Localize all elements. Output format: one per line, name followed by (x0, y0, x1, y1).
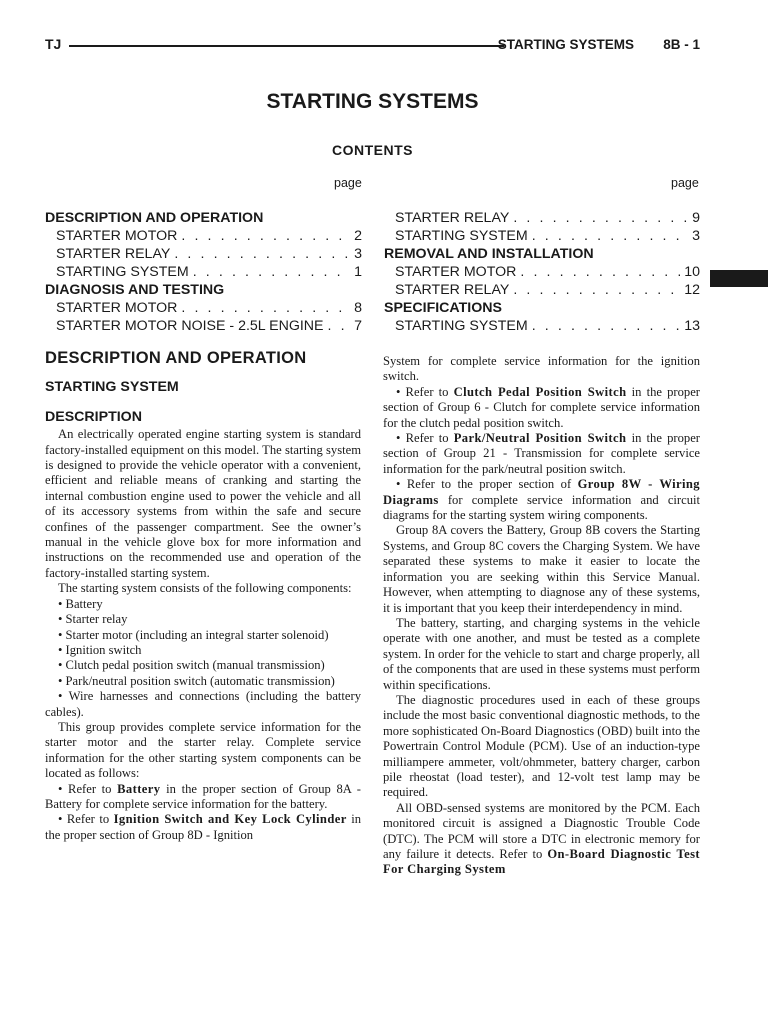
body-right-column (383, 354, 700, 878)
reference-item (45, 812, 361, 843)
paragraph: Group 8A covers the Battery, Group 8B covers the Starting Systems, and Group 8C covers the Charging System. We have separated these systems to make it easier to locate the information you are seeking within this Service Manual. However, when attempting to diagnose any of these systems, it is important that you keep their interdependency in mind. (383, 523, 700, 615)
toc-page-label-left: page (334, 176, 362, 190)
paragraph: The starting system consists of the following components: (58, 581, 352, 596)
paragraph: This group provides complete service information for the starter motor and the starter relay. Complete service information for the other starting system components can be located as follows: (45, 719, 361, 781)
reference-item (383, 385, 700, 431)
reference-item (383, 477, 700, 523)
ref-bold: Group 8W - Wiring Diagrams (383, 477, 700, 507)
body-left-column (45, 351, 361, 843)
ref-text: in the proper section of Group 21 - Transmission for complete service information for the park/neutral position switch. (383, 431, 700, 476)
para-text: All OBD-sensed systems are monitored by the PCM. Each monitored circuit is assigned a Diagnostic Trouble Code (DTC). The PCM will store a DTC in electronic memory for any failure it detects. Refer to (383, 800, 700, 861)
ref-text: • Refer to (396, 384, 454, 399)
toc-entry-label: STARTING SYSTEM (395, 228, 528, 244)
toc-entry-page: 9 (692, 210, 700, 226)
toc-leader-dots (181, 227, 350, 245)
toc-entry (384, 281, 700, 299)
components-list (45, 597, 361, 720)
ref-bold: Ignition Switch and Key Lock Cylinder (113, 812, 347, 827)
toc-leader-dots (174, 245, 350, 263)
toc-leader-dots (328, 317, 351, 335)
toc-entry (384, 209, 700, 227)
paragraph (383, 801, 700, 878)
toc-entry-page: 10 (684, 264, 700, 280)
ref-text: • Refer to the proper section of (396, 477, 578, 492)
reference-item (45, 782, 361, 813)
toc-entry (45, 245, 362, 263)
toc-leader-dots (181, 299, 350, 317)
toc-entry-page: 8 (354, 300, 362, 316)
toc-entry-label: STARTING SYSTEM (56, 264, 189, 280)
toc-entry-page: 7 (354, 318, 362, 334)
toc-page-label-right: page (671, 176, 699, 190)
ref-bold: Park/Neutral Position Switch (453, 431, 627, 446)
toc-right-column (384, 209, 700, 335)
contents-heading: CONTENTS (332, 142, 413, 158)
description-heading: DESCRIPTION (45, 408, 142, 425)
ref-text: • Refer to (58, 781, 118, 796)
ref-bold: Clutch Pedal Position Switch (453, 384, 627, 399)
toc-entry-page: 2 (354, 228, 362, 244)
toc-entry-label: STARTER MOTOR (56, 228, 178, 244)
component-list-item: • Starter relay (58, 612, 128, 627)
subsection-heading: STARTING SYSTEM (45, 379, 179, 396)
component-list-item: • Ignition switch (58, 642, 142, 657)
component-list-item: • Battery (58, 596, 103, 611)
toc-entry (45, 263, 362, 281)
reference-item (383, 431, 700, 477)
ref-text: in the proper section of Group 8D - Ignition (45, 812, 361, 842)
section-tab-marker (710, 270, 768, 287)
toc-section-heading: REMOVAL AND INSTALLATION (384, 246, 594, 262)
header-page-number: 8B - 1 (663, 37, 700, 52)
toc-entry (384, 263, 700, 281)
header-section-title: STARTING SYSTEMS (497, 37, 634, 52)
toc-entry-label: STARTER MOTOR (395, 264, 517, 280)
toc-entry (384, 317, 700, 335)
toc-section-heading: DIAGNOSIS AND TESTING (45, 282, 225, 298)
toc-entry (45, 317, 362, 335)
ref-text: • Refer to (396, 431, 454, 446)
section-heading: DESCRIPTION AND OPERATION (45, 349, 307, 367)
ref-bold: Battery (117, 781, 161, 796)
paragraph-continued: System for complete service information for the ignition switch. (383, 354, 700, 384)
running-header (45, 36, 700, 56)
toc-entry-page: 3 (692, 228, 700, 244)
toc-entry-label: STARTER RELAY (395, 282, 510, 298)
toc-leader-dots (532, 317, 681, 335)
toc-leader-dots (513, 209, 688, 227)
toc-entry-label: STARTER MOTOR NOISE - 2.5L ENGINE (56, 318, 324, 334)
paragraph: The diagnostic procedures used in each of these groups include the most basic conventional diagnostic methods, to the more sophisticated On-Board Diagnostics (OBD) built into the Powertrain Control Module (PCM). Use of an induction-type milliampere ammeter, volt/ohmmeter, battery charger, carbon pile rheostat (load tester), and 12-volt test lamp may be required. (383, 692, 700, 800)
toc-leader-dots (532, 227, 688, 245)
header-vehicle-code: TJ (45, 36, 62, 52)
component-list-item: • Clutch pedal position switch (manual transmission) (58, 658, 325, 673)
ref-text: in the proper section of Group 6 - Clutch for complete service information for the clutch pedal position switch. (383, 384, 701, 430)
component-list-item: • Park/neutral position switch (automatic transmission) (58, 673, 335, 688)
toc-entry-label: STARTER RELAY (56, 246, 171, 262)
paragraph: An electrically operated engine starting system is standard factory-installed equipment on this model. The starting system is designed to provide the vehicle operator with a convenient, efficient and reliable means of cranking and starting the internal combustion engine used to power the vehicle and all of its accessory systems from within the safe and secure confines of the passenger compartment. See the owner’s manual in the vehicle glove box for more information and instructions on the recommended use and operation of the factory-installed starting system. (45, 427, 361, 580)
toc-entry-label: STARTER RELAY (395, 210, 510, 226)
page-title: STARTING SYSTEMS (266, 90, 479, 113)
paragraph: The battery, starting, and charging systems in the vehicle operate with one another, and must be tested as a complete system. In order for the vehicle to start and charge properly, all of the components that are used in these systems must perform within specifications. (383, 615, 700, 692)
component-list-item: • Wire harnesses and connections (including the battery cables). (45, 689, 361, 719)
toc-section-heading: SPECIFICATIONS (384, 300, 502, 316)
toc-leader-dots (193, 263, 350, 281)
toc-entry-page: 3 (354, 246, 362, 262)
toc-entry-page: 1 (354, 264, 362, 280)
toc-entry-page: 13 (684, 318, 700, 334)
toc-entry (45, 227, 362, 245)
ref-text: for complete service information and circuit diagrams for the starting system wiring components. (383, 492, 700, 523)
toc-entry (45, 299, 362, 317)
header-rule (69, 45, 504, 47)
toc-section-heading: DESCRIPTION AND OPERATION (45, 210, 264, 226)
toc-left-column (45, 209, 362, 335)
toc-entry-label: STARTING SYSTEM (395, 318, 528, 334)
component-list-item: • Starter motor (including an integral starter solenoid) (58, 627, 329, 642)
toc-entry-page: 12 (684, 282, 700, 298)
ref-text: in the proper section of Group 8A - Battery for complete service information for the battery. (45, 781, 361, 811)
ref-text: • Refer to (58, 812, 114, 827)
toc-entry (384, 227, 700, 245)
toc-leader-dots (513, 281, 680, 299)
para-bold: On-Board Diagnostic Test For Charging System (383, 847, 700, 877)
toc-entry-label: STARTER MOTOR (56, 300, 178, 316)
toc-leader-dots (520, 263, 680, 281)
